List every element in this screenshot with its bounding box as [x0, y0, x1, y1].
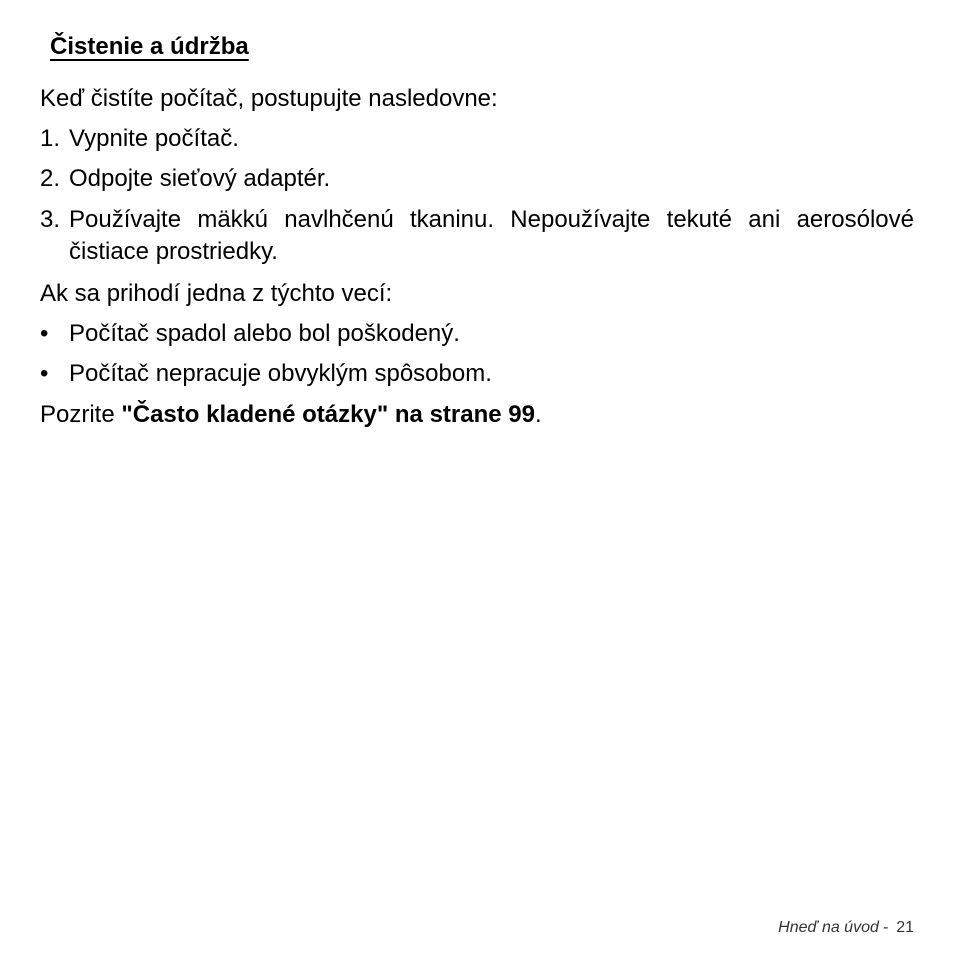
step-text: Odpojte sieťový adaptér.	[69, 165, 331, 192]
bullet-text: Počítač nepracuje obvyklým spôsobom.	[69, 360, 492, 387]
reference-suffix: .	[534, 401, 542, 428]
footer-page-number: 21	[896, 919, 914, 936]
step-number: 3.	[40, 206, 61, 233]
page-footer	[778, 917, 914, 939]
reference-link[interactable]: "Často kladené otázky" na strane 99	[121, 401, 535, 428]
step-text: Vypnite počítač.	[69, 125, 239, 152]
bullet-icon: •	[40, 320, 49, 347]
step-number: 1.	[40, 125, 61, 152]
reference-prefix: Pozrite	[40, 401, 122, 428]
step-number: 2.	[40, 165, 61, 192]
bullet-icon: •	[40, 360, 49, 387]
conditions-intro: Ak sa prihodí jedna z týchto vecí:	[40, 280, 393, 307]
footer-section-name: Hneď na úvod	[778, 919, 879, 936]
reference-paragraph	[40, 399, 914, 431]
bullet-item-1	[40, 318, 914, 350]
step-item-3	[40, 204, 914, 268]
step-item-2	[40, 163, 914, 195]
step-text: Používajte mäkkú navlhčenú tkaninu. Nepoužívajte tekuté ani aerosólové čistiace prostriedky.	[69, 206, 914, 265]
bullet-item-2	[40, 358, 914, 390]
intro-text: Keď čistíte počítač, postupujte nasledovne:	[40, 85, 498, 112]
step-item-1	[40, 123, 914, 155]
bullet-text: Počítač spadol alebo bol poškodený.	[69, 320, 460, 347]
footer-separator: -	[882, 919, 889, 936]
page-title: Čistenie a údržba	[50, 33, 249, 60]
